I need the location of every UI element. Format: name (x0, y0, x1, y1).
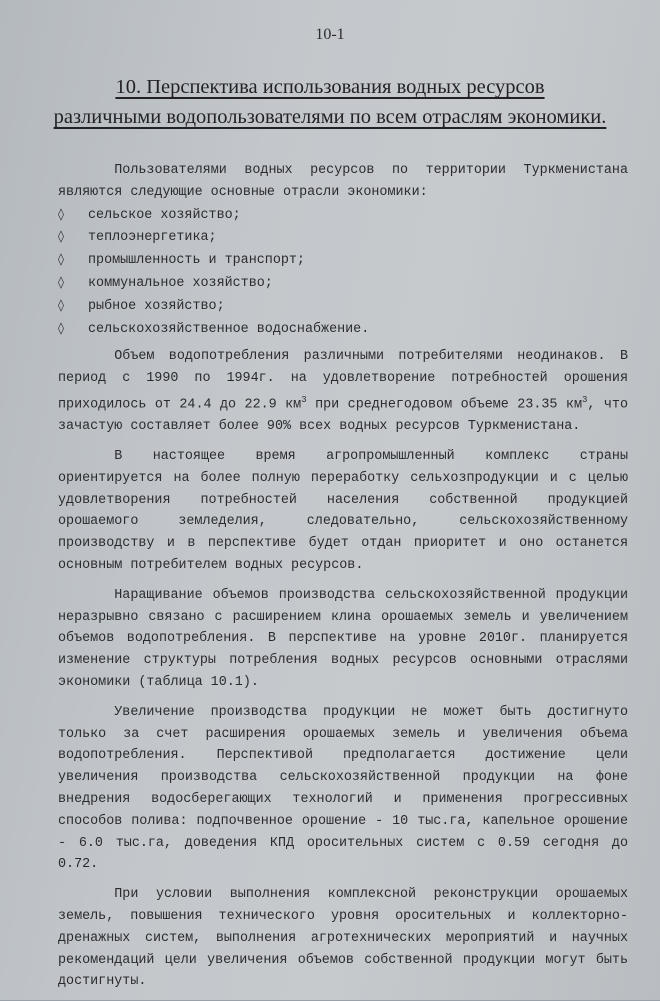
paragraph-reconstruction: При условии выполнения комплексной реконструкции орошаемых земель, повышения технического уровня оросительных и коллекторно-дренажных систем, выполнения агротехнических мероприятий и научных рекомендаций цели увеличения объемов собственной продукции могут быть достигнуты. (58, 887, 628, 990)
body-text (58, 160, 628, 1001)
page-number: 10-1 (315, 26, 345, 43)
diamond-bullet-icon: ◊ (58, 297, 64, 312)
list-item: ◊ теплоэнергетика; (58, 226, 628, 249)
title-line-2: различными водопользователями по всем отраслям экономики. (53, 106, 607, 128)
list-item: ◊ промышленность и транспорт; (58, 249, 628, 272)
paragraph-water-saving: Увеличение производства продукции не может быть достигнуто только за счет расширения орошаемых земель и увеличения объема водопотребления. Перспективой предполагается достижение цели увеличения производства сельскохозяйственной продукции на фоне внедрения водосберегающих технологий и применения прогрессивных способов полива: подпочвенное орошение - 10 тыс.га, капельное орошение - 6.0 тыс.га, доведения КПД оросительных систем с 0.59 сегодня до 0.72. (58, 704, 628, 873)
diamond-bullet-icon: ◊ (58, 320, 64, 335)
list-item: ◊ сельскохозяйственное водоснабжение. (58, 318, 628, 341)
list-item: ◊ рыбное хозяйство; (58, 295, 628, 318)
section-title (20, 72, 640, 132)
diamond-bullet-icon: ◊ (58, 252, 64, 267)
list-item: ◊ коммунальное хозяйство; (58, 272, 628, 295)
list-item: ◊ сельское хозяйство; (58, 204, 628, 227)
paragraph-production-growth: Наращивание объемов производства сельскохозяйственной продукции неразрывно связано с расширением клина орошаемых земель и увеличением объемов водопотребления. В перспективе на уровне 2010г. планируется изменение структуры потребления водных ресурсов основными отраслями экономики (таблица 10.1). (58, 587, 628, 690)
paragraph-agro-complex: В настоящее время агропромышленный комплекс страны ориентируется на более полную переработку сельхозпродукции и с целью удовлетворения потребностей населения собственной продукцией орошаемого земледелия, следовательно, сельскохозяйственному производству и в перспективе будет отдан приоритет и оно останется основным потребителем водных ресурсов. (58, 449, 628, 574)
title-line-1: 10. Перспектива использования водных ресурсов (115, 76, 545, 98)
paragraph-water-consumption: Объем водопотребления различными потребителями неодинаков. В период с 1990 по 1994г. на удовлетворение потребностей орошения приходилось от 24.4 до 22.9 $км^3$ при среднегодовом объеме 23.35 $км^3$, что зачастую составляет более 90% всех водных ресурсов Туркменистана. (58, 349, 628, 435)
diamond-bullet-icon: ◊ (58, 229, 64, 244)
paragraph-intro: Пользователями водных ресурсов по территории Туркменистана являются следующие основные отрасли экономики: (58, 163, 628, 200)
diamond-bullet-icon: ◊ (58, 274, 64, 289)
bullet-list (58, 204, 628, 341)
diamond-bullet-icon: ◊ (58, 206, 64, 221)
